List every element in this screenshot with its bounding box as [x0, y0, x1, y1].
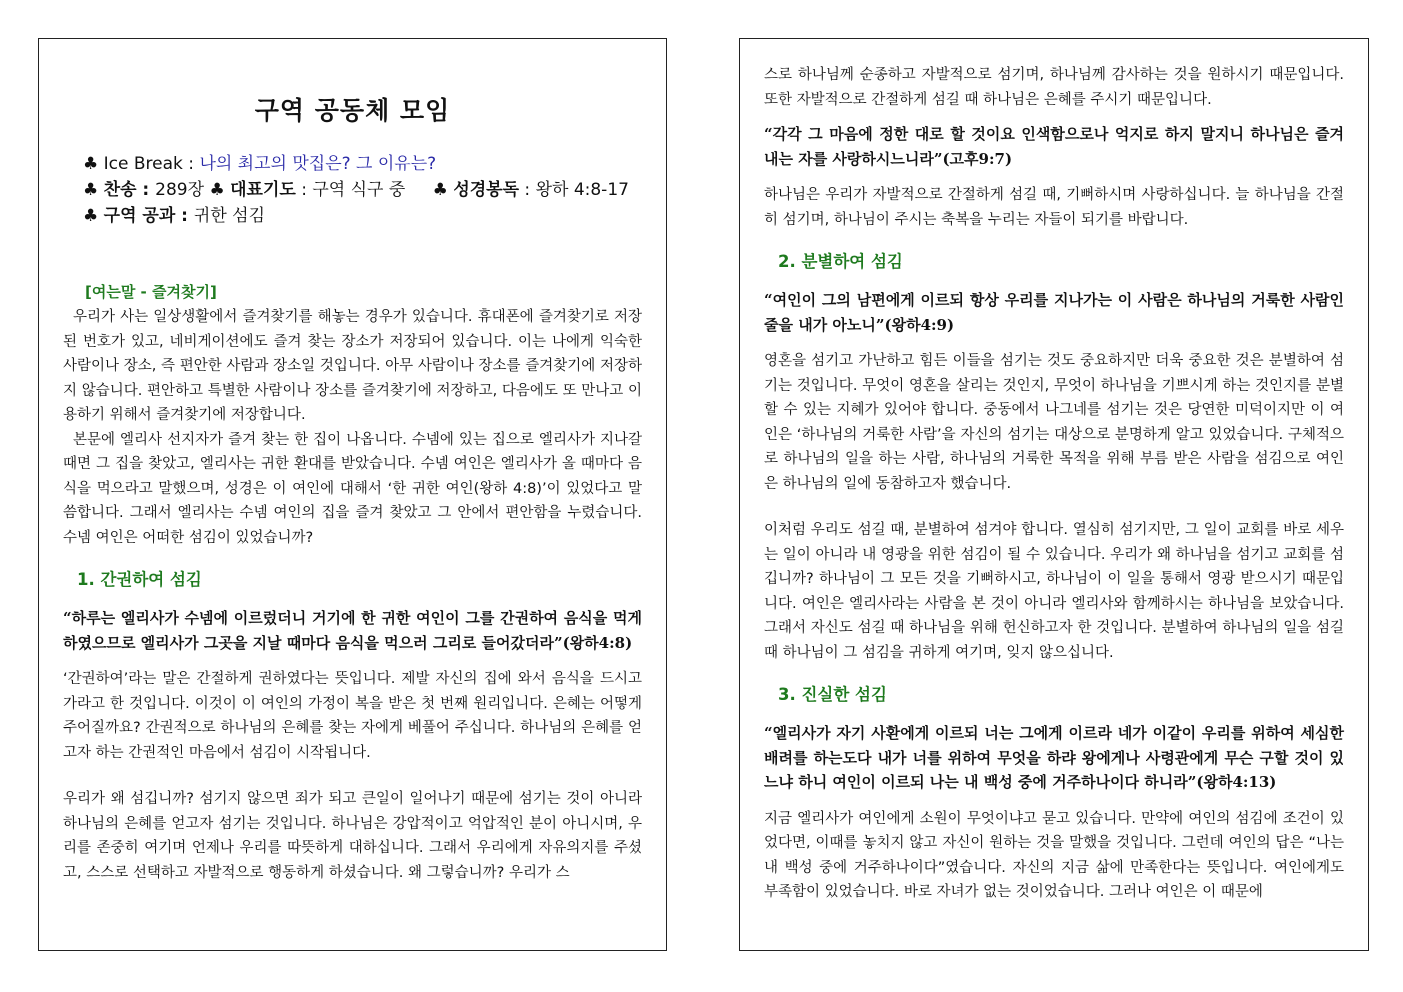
- section-1-paragraph-1: ‘간권하여’라는 말은 간절하게 권하였다는 뜻입니다. 제발 자신의 집에 와서 음식을 드시고 가라고 한 것입니다. 이것이 이 여인의 가정이 복을 받은 첫 번째 원리입니다. 은혜는 어떻게 주어질까요? 간권적으로 하나님의 은혜를 찾는 자에게 베풀어 주십니다. 하나님의 은혜를 얻고자 하는 간권적인 마음에서 섬김이 시작됩니다.: [63, 671, 642, 761]
- prayer-sep: :: [295, 180, 313, 200]
- section-1-verse: “하루는 엘리사가 수넴에 이르렀더니 거기에 한 귀한 여인이 그를 간권하여 음식을 먹게 하였으므로 엘리사가 그곳을 지날 때마다 음식을 먹으러 그리로 들어갔더라”(왕하4:8): [63, 609, 642, 652]
- praise-sep: :: [136, 180, 156, 200]
- club-icon: ♣: [83, 180, 99, 200]
- club-icon: ♣: [83, 154, 99, 174]
- paragraph-spacer: [764, 112, 1344, 122]
- paragraph-spacer: [764, 496, 1344, 518]
- scripture-sep: :: [519, 180, 536, 200]
- prayer-value: 구역 식구 중: [312, 180, 406, 200]
- scripture-value: 왕하 4:8-17: [535, 180, 629, 200]
- worship-order-line: [63, 177, 642, 203]
- section-3-heading: 3. 진실한 섬김: [778, 685, 887, 704]
- intro-heading: [여는말 - 즐겨찾기]: [85, 283, 217, 301]
- paragraph-after-verse: 하나님은 우리가 자발적으로 간절하게 섬길 때, 기뻐하시며 사랑하십니다. 늘 하나님을 간절히 섬기며, 하나님이 주시는 축복을 누리는 자들이 되기를 바랍니다.: [764, 187, 1344, 228]
- lesson-label: 구역 공과: [103, 206, 176, 226]
- page-title: 구역 공동체 모임: [254, 96, 451, 125]
- club-icon: ♣: [209, 180, 225, 200]
- section-2-heading: 2. 분별하여 섬김: [778, 252, 903, 271]
- section-2-paragraph-2: 이처럼 우리도 섬길 때, 분별하여 섬겨야 합니다. 열심히 섬기지만, 그 일이 교회를 바로 세우는 일이 아니라 내 영광을 위한 섬김이 될 수 있습니다. 우리가 왜 하나님을 섬기고 교회를 섬깁니까? 하나님이 그 모든 것을 기뻐하시고, 하나님이 이 일을 통해서 영광 받으시기 때문입니다. 여인은 엘리사라는 사람을 본 것이 아니라 엘리사와 함께하시는 하나님을 보았습니다. 그래서 자신도 섬길 때 하나님을 위해 헌신하고자 한 것입니다. 분별하여 하나님의 일을 섬길 때 하나님이 그 섬김을 귀하게 여기며, 잊지 않으십니다.: [764, 522, 1344, 661]
- lesson-value: 귀한 섬김: [193, 206, 265, 226]
- ice-break-line: [63, 151, 642, 177]
- ice-break-question: 나의 최고의 맛집은? 그 이유는?: [199, 154, 437, 174]
- section-1-heading: 1. 간권하여 섬김: [77, 570, 202, 589]
- section-3-verse: “엘리사가 자기 사환에게 이르되 너는 그에게 이르라 네가 이같이 우리를 위하여 세심한 배려를 하는도다 내가 너를 위하여 무엇을 하랴 왕에게나 사령관에게 무슨 구할 것이 있느냐 하니 여인이 이르되 나는 내 백성 중에 거주하나이다 하니라”(왕하4:13): [764, 724, 1344, 791]
- section-2-paragraph-1: 영혼을 섬기고 가난하고 힘든 이들을 섬기는 것도 중요하지만 더욱 중요한 것은 분별하여 섬기는 것입니다. 무엇이 영혼을 살리는 것인지, 무엇이 하나님을 기쁘시게 하는 것인지를 분별할 수 있는 지혜가 있어야 합니다. 중동에서 나그네를 섬기는 것은 당연한 미덕이지만 이 여인은 ‘하나님의 거룩한 사람’을 자신의 섬기는 대상으로 분명하게 알고 있었습니다. 구체적으로 하나님의 일을 하는 사람, 하나님의 거룩한 목적을 위해 부름 받은 사람을 섬김으로 여인은 하나님의 일에 동참하고자 했습니다.: [764, 353, 1344, 492]
- lesson-line: [63, 203, 642, 229]
- section-1-paragraph-2: 우리가 왜 섬깁니까? 섬기지 않으면 죄가 되고 큰일이 일어나기 때문에 섬기는 것이 아니라 하나님의 은혜를 얻고자 섬기는 것입니다. 하나님은 강압적이고 억압적인 분이 아니시며, 우리를 존중히 여기며 언제나 우리를 따뜻하게 대하십니다. 그래서 우리에게 자유의지를 주셨고, 스스로 선택하고 자발적으로 행동하게 하셨습니다. 왜 그렇습니까? 우리가 스: [63, 791, 642, 881]
- prayer-label: 대표기도: [230, 180, 296, 200]
- continued-paragraph: 스로 하나님께 순종하고 자발적으로 섬기며, 하나님께 감사하는 것을 원하시기 때문입니다. 또한 자발적으로 간절하게 섬길 때 하나님은 은혜를 주시기 때문입니다.: [764, 67, 1344, 108]
- section-2-verse: “여인이 그의 남편에게 이르되 항상 우리를 지나가는 이 사람은 하나님의 거룩한 사람인 줄을 내가 아노니”(왕하4:9): [764, 291, 1344, 334]
- intro-paragraph-1: 우리가 사는 일상생활에서 즐겨찾기를 해놓는 경우가 있습니다. 휴대폰에 즐겨찾기로 저장된 번호가 있고, 네비게이션에도 즐겨 찾는 장소가 저장되어 있습니다. 이는 나에게 익숙한 사람이나 장소, 즉 편안한 사람과 장소일 것입니다. 아무 사람이나 장소를 즐겨찾기에 저장하지 않습니다. 편안하고 특별한 사람이나 장소를 즐겨찾기에 저장하고, 다음에도 또 만나고 이용하기 위해서 즐겨찾기에 저장합니다.: [63, 309, 642, 423]
- intro-paragraph-2: 본문에 엘리사 선지자가 즐겨 찾는 한 집이 나옵니다. 수넴에 있는 집으로 엘리사가 지나갈 때면 그 집을 찾았고, 엘리사는 귀한 환대를 받았습니다. 수넴 여인은 엘리사가 올 때마다 음식을 먹으라고 말했으며, 성경은 이 여인에 대해서 ‘한 귀한 여인(왕하 4:8)’이 있었다고 말씀합니다. 그래서 엘리사는 수넴 여인의 집을 즐겨 찾았고 그 안에서 편안함을 누렸습니다. 수넴 여인은 어떠한 섬김이 있었습니까?: [63, 431, 642, 546]
- ice-break-label: Ice Break: [103, 154, 183, 174]
- club-icon: ♣: [432, 180, 448, 200]
- club-icon: ♣: [83, 206, 99, 226]
- lesson-sep: :: [175, 206, 194, 226]
- right-page: [739, 38, 1369, 951]
- praise-value: 289장: [155, 180, 205, 200]
- ice-break-sep: :: [182, 154, 200, 174]
- scripture-label: 성경봉독: [453, 180, 520, 200]
- verse-2cor-9-7: “각각 그 마음에 정한 대로 할 것이요 인색함으로나 억지로 하지 말지니 하나님은 즐겨 내는 자를 사랑하시느니라”(고후9:7): [764, 125, 1344, 168]
- paragraph-spacer: [63, 765, 642, 787]
- section-3-paragraph-1: 지금 엘리사가 여인에게 소원이 무엇이냐고 묻고 있습니다. 만약에 여인의 섬김에 조건이 있었다면, 이때를 놓치지 않고 자신이 원하는 것을 말했을 것입니다. 그런데 여인의 답은 “나는 내 백성 중에 거주하나이다”였습니다. 자신의 지금 삶에 만족한다는 뜻입니다. 여인에게도 부족함이 있었습니다. 바로 자녀가 없는 것이었습니다. 그러나 여인은 이 때문에: [764, 810, 1344, 900]
- praise-label: 찬송: [103, 180, 137, 200]
- left-page: [38, 38, 667, 951]
